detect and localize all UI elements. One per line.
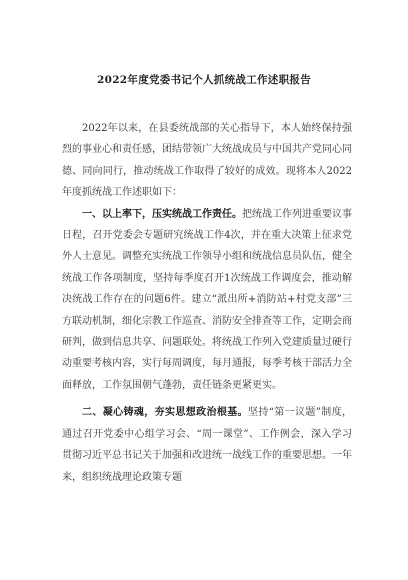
section-one-paragraph — [62, 204, 352, 397]
section-one-heading: 一、以上率下，压实统战工作责任。 — [82, 208, 242, 220]
section-one-text: 把统战工作列进重要议事日程，召开党委会专题研究统战工作4次，并在重大决策上征求党外人士意见。调整充实统战工作领导小组和统战信息员队伍，健全统战工作各项制度，坚持每季度召开1次统战工作调度会，推动解决统战工作存在的问题6件。建立“派出所+消防站+村党支部”三方联动机制，细化宗教工作巡查、消防安全排查等工作，定期会商研判，做到信息共享、问题联处。将统战工作列入党建质量过硬行动重要考核内容，实行每周调度，每月通报，每季考核干部活力全面释放，工作氛围朝气蓬勃，责任链条更紧更实。 — [62, 208, 352, 391]
intro-paragraph-text: 2022年以来，在县委统战部的关心指导下，本人始终保持强烈的事业心和责任感，团结带领广大统战成员与中国共产党同心同德、同向同行，推动统战工作取得了较好的成效。现将本人2022年度抓统战工作述职如下： — [62, 123, 352, 199]
section-two-paragraph — [62, 402, 352, 488]
document-body — [62, 118, 352, 488]
document-title: 2022年度党委书记个人抓统战工作述职报告 — [96, 74, 312, 86]
section-two-heading: 二、凝心铸魂，夯实思想政治根基。 — [82, 407, 249, 419]
intro-paragraph — [62, 118, 352, 204]
section-two-text: 坚持“第一议题”制度，通过召开党委中心组学习会、“周一课堂”、工作例会，深入学习贯彻习近平总书记关于加强和改进统一战线工作的重要思想。一年来，组织统战理论政策专题 — [62, 407, 352, 483]
